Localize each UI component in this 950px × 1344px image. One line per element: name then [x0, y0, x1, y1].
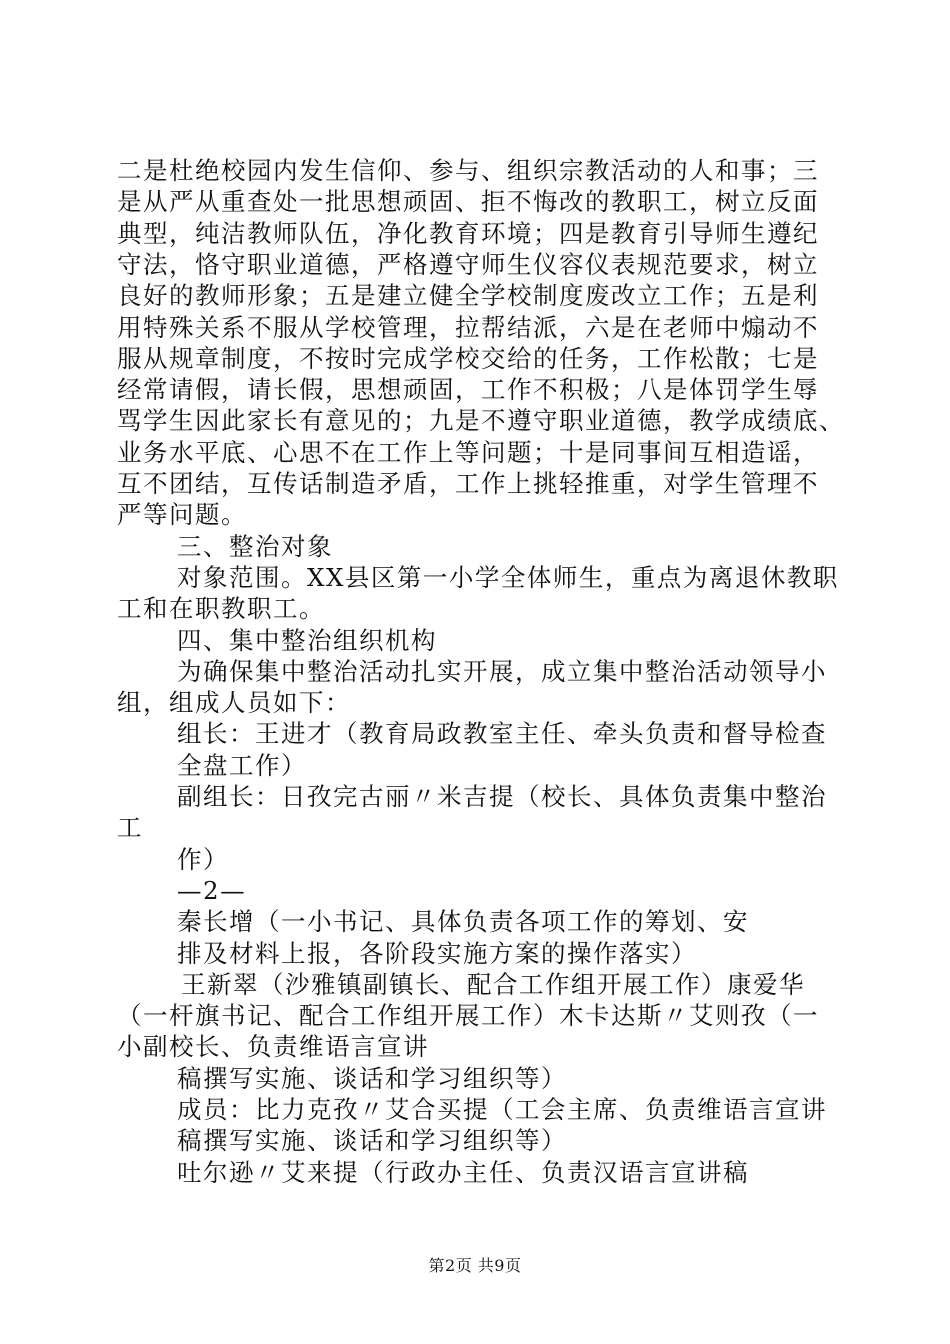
- body-text-line: 组，组成人员如下：: [117, 688, 351, 717]
- body-text-line: 秦长增（一小书记、具体负责各项工作的筹划、安: [177, 907, 749, 936]
- body-text-line: 互不团结，互传话制造矛盾，工作上挑轻推重，对学生管理不: [117, 469, 819, 498]
- body-text-line: 骂学生因此家长有意见的；九是不遵守职业道德，教学成绩底、: [117, 406, 845, 435]
- section-heading: 四、集中整治组织机构: [177, 626, 437, 655]
- body-text-line: 稿撰写实施、谈话和学习组织等）: [177, 1064, 567, 1093]
- body-text-line: 严等问题。: [117, 500, 247, 529]
- page-number-footer: 第2页 共9页: [428, 1256, 522, 1275]
- body-text-line: 经常请假，请长假，思想顽固，工作不积极；八是体罚学生辱: [117, 375, 819, 404]
- body-text-line: 小副校长、负责维语言宣讲: [117, 1032, 429, 1061]
- body-text-line: （一杆旗书记、配合工作组开展工作）木卡达斯〃艾则孜（一: [117, 1001, 819, 1030]
- body-text-line: 是从严从重查处一批思想顽固、拒不悔改的教职工，树立反面: [117, 187, 819, 216]
- body-text-line: 用特殊关系不服从学校管理，拉帮结派，六是在老师中煽动不: [117, 313, 819, 342]
- body-text-line: 工和在职教职工。: [117, 594, 325, 623]
- body-text-line: 副组长：日孜完古丽〃米吉提（校长、具体负责集中整治: [177, 782, 827, 811]
- body-text-line: 吐尔逊〃艾来提（行政办主任、负责汉语言宣讲稿: [177, 1158, 749, 1187]
- section-heading: 三、整治对象: [177, 532, 333, 561]
- body-text-line: 守法，恪守职业道德，严格遵守师生仪容仪表规范要求，树立: [117, 250, 819, 279]
- body-text-line: 典型，纯洁教师队伍，净化教育环境；四是教育引导师生遵纪: [117, 219, 819, 248]
- body-text-line: 为确保集中整治活动扎实开展，成立集中整治活动领导小: [177, 657, 827, 686]
- body-text-line: 组长：王进才（教育局政教室主任、牵头负责和督导检查: [177, 719, 827, 748]
- body-text-line: 良好的教师形象；五是建立健全学校制度废改立工作；五是利: [117, 281, 819, 310]
- body-text-line: 作）: [177, 845, 229, 874]
- inline-page-marker: —2—: [177, 876, 247, 905]
- body-text-line: 成员：比力克孜〃艾合买提（工会主席、负责维语言宣讲: [177, 1095, 827, 1124]
- body-text-line: 服从规章制度，不按时完成学校交给的任务，工作松散；七是: [117, 344, 819, 373]
- body-text-line: 工: [117, 813, 143, 842]
- body-text-line: 对象范围。XX县区第一小学全体师生，重点为离退休教职: [177, 563, 839, 592]
- body-text-line: 稿撰写实施、谈话和学习组织等）: [177, 1126, 567, 1155]
- body-text-line: 全盘工作）: [177, 751, 307, 780]
- body-text-line: 业务水平底、心思不在工作上等问题；十是同事间互相造谣，: [117, 438, 819, 467]
- body-text-line: 排及材料上报，各阶段实施方案的操作落实）: [177, 939, 697, 968]
- body-text-line: 王新翠（沙雅镇副镇长、配合工作组开展工作）康爱华: [181, 970, 805, 999]
- body-text-line: 二是杜绝校园内发生信仰、参与、组织宗教活动的人和事；三: [117, 156, 819, 185]
